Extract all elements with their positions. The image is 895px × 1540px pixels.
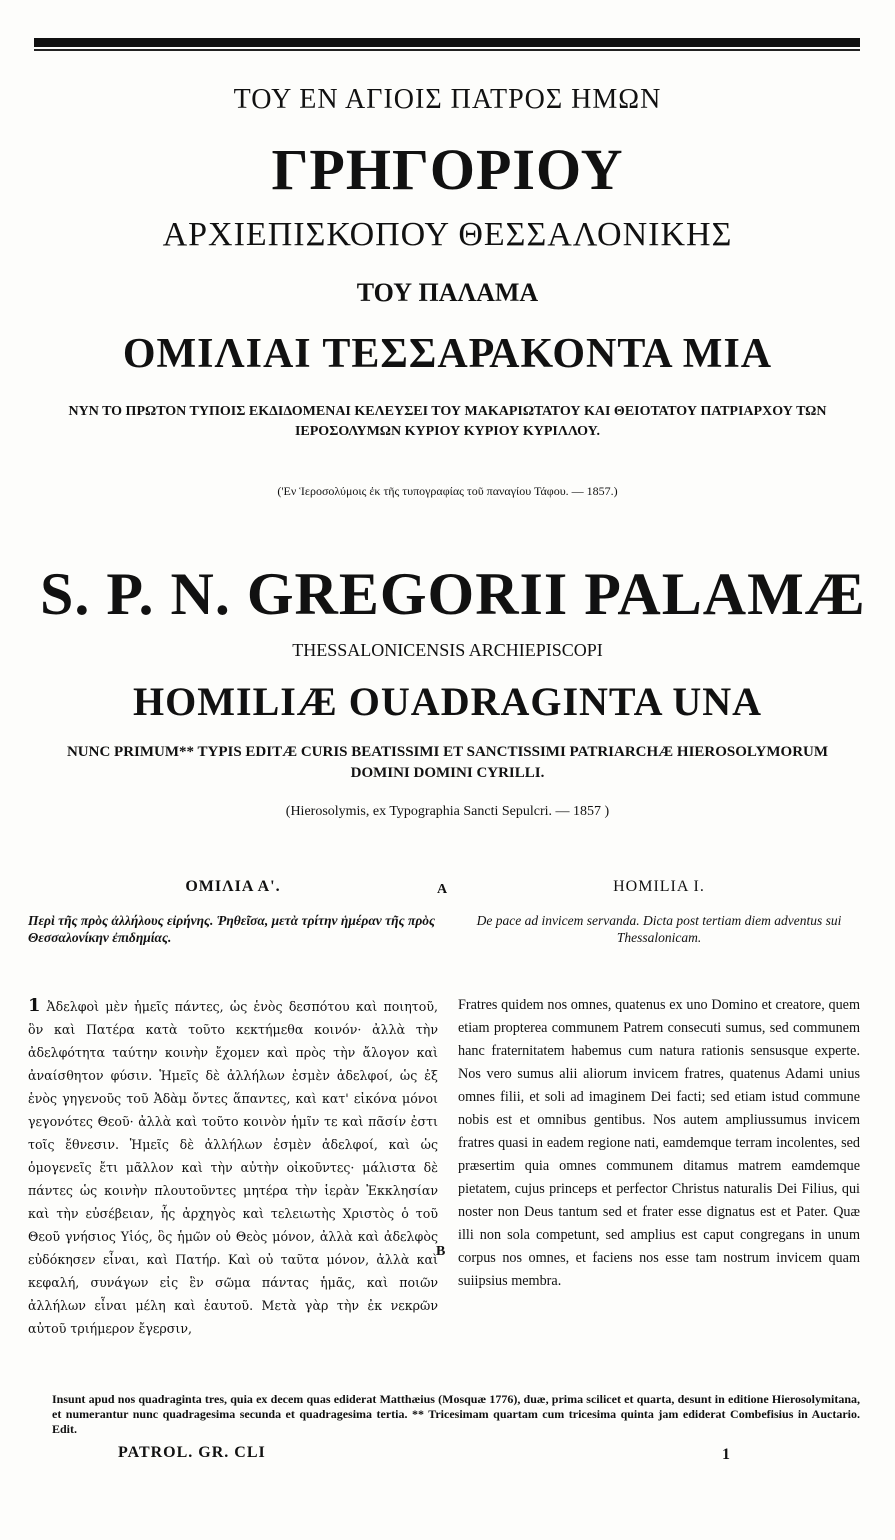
greek-title-work: ΟΜΙΛΙΑΙ ΤΕΣΣΑΡΑΚΟΝΤΑ ΜΙΑ <box>122 331 773 377</box>
latin-title-author: S. P. N. GREGORII PALAMÆ <box>40 561 866 627</box>
greek-imprint: ('Εν Ἱεροσολύμοις ἐκ τῆς τυπογραφίας τοῦ παναγίου Τάφου. — 1857.) <box>277 484 618 498</box>
latin-imprint: (Hierosolymis, ex Typographia Sancti Sepulcri. — 1857 ) <box>285 804 610 819</box>
greek-title-publication: ΝΥΝ ΤΟ ΠΡΩΤΟΝ ΤΥΠΟΙΣ ΕΚΔΙΔΟΜΕΝΑΙ ΚΕΛΕΥΣΕΙ ΤΟΥ ΜΑΚΑΡΙΩΤΑΤΟΥ ΚΑΙ ΘΕΙΟΤΑΤΟΥ ΠΑΤΡΙΑΡΧΟΥ ΤΩΝ ΙΕΡΟΣΟΛΥΜΩΝ ΚΥΡΙΟΥ ΚΥΡΙΟΥ ΚΥΡΙΛΛΟΥ. <box>68 404 827 439</box>
greek-title-line1: ΤΟΥ ΕΝ ΑΓΙΟΙΣ ΠΑΤΡΟΣ ΗΜΩΝ <box>233 84 662 115</box>
greek-homily-body <box>28 994 438 1340</box>
footer-series: PATROL. GR. CLI <box>118 1444 266 1461</box>
page-number: 1 <box>722 1446 730 1463</box>
greek-title-author: ΓΡΗΓΟΡΙΟΥ <box>271 137 624 202</box>
greek-homily-summary: Περὶ τῆς πρὸς ἀλλήλους εἰρήνης. Ῥηθεῖσα, μετὰ τρίτην ἡμέραν τῆς πρὸς Θεσσαλονίκην ἐπιδημίας. <box>28 913 436 945</box>
top-rule <box>34 38 860 47</box>
margin-mark-b: B <box>436 1244 446 1259</box>
latin-title-work: HOMILIÆ OUADRAGINTA UNA <box>133 679 762 724</box>
greek-body-text: Ἀδελφοὶ μὲν ἡμεῖς πάντες, ὡς ἑνὸς δεσπότου καὶ ποιητοῦ, ὃν καὶ Πατέρα κατὰ τοῦτο κεκτήμεθα κοινόν· ἀλλὰ τὴν ἀδελφότητα ταύτην κοινὴν ἔχομεν καὶ πρὸς τὴν ἄλογον καὶ ἀναίσθητον φύσιν. Ἡμεῖς δὲ ἀλλήλων ἐσμὲν ἀδελφοί, ὡς ἐξ ἑνὸς γηγενοῦς τοῦ Ἀδὰμ ὄντες ἅπαντες, καὶ κατ' εἰκόνα μόνοι γεγονότες Θεοῦ· ἀλλὰ καὶ τοῦτο κοινὸν ἡμῖν τε καὶ πᾶσίν ἐστι τοῖς ἔθνεσιν. Ἡμεῖς δὲ ἀλλήλων ἐσμὲν ἀδελφοί, καὶ ὡς ὁμογενεῖς ἔτι μᾶλλον καὶ τὴν αὐτὴν οἰκοῦντες· μάλιστα δὲ πάντες ὡς κοινὴν πλουτοῦντες μητέρα τὴν ἱερὰν Ἐκκλησίαν καὶ τὴν εὐσέβειαν, ἧς ἀρχηγὸς καὶ τελειωτὴς Χριστὸς ὁ τοῦ Θεοῦ γνήσιος Υἱός, ὃς ἡμῶν οὐ Θεὸς μόνον, ἀλλὰ καὶ ἀδελφὸς εὐδόκησεν εἶναι, καὶ Πατήρ. Καὶ οὐ ταῦτα μόνον, ἀλλὰ καὶ κεφαλή, συνάγων εἰς ἓν σῶμα πάντας ἡμᾶς, καὶ ποιῶν ἀλλήλων εἶναι μέλη καὶ ἑαυτοῦ. Μετὰ γὰρ τὴν ἐκ νεκρῶν αὐτοῦ τριήμερον ἔγερσιν, <box>28 999 438 1336</box>
latin-title-line2: THESSALONICENSIS ARCHIEPISCOPI <box>292 640 603 660</box>
latin-homily-summary: De pace ad invicem servanda. Dicta post tertiam diem adventus sui Thessalonicam. <box>476 913 842 945</box>
latin-column <box>458 878 860 1293</box>
greek-homily-heading: ΟΜΙΛΙΑ Α'. <box>185 878 281 895</box>
latin-homily-body: Fratres quidem nos omnes, quatenus ex uno Domino et creatore, quem etiam propterea communem Patrem consecuti sumus, sed communem hanc fraternitatem habemus cum natura rationis sensusque experte. Nos vero sumus alii aliorum invicem fratres, quatenus Adami unius omnes filii, et soli ad imaginem Dei facti; sed etiam istud commune nobis est et omnibus gentibus. Nos autem ampliussumus invicem fratres quasi in eadem regione nati, eamdemque terram incolentes, sed præsertim quia omnes communem ditamus matrem eamdemque pietatem, cujus princeps et perfector Christus naturalis Dei Filius, qui noster non Deus tantum sed et frater esse dignatus est et Pater. Quæ illi non sola competunt, sed amplius est caput congregans in unum corpus nos omnes, et faciens nos esse tam nostrum invicem quam suiipsius membra. <box>458 997 860 1289</box>
footnote: Insunt apud nos quadraginta tres, quia ex decem quas ediderat Matthæius (Mosquæ 1776), duæ, prima scilicet et quarta, desunt in editione Hierosolymitana, et numerantur nunc quadragesima secunda et quadragesima tertia. ** Tricesimam quartam cum tricesima quinta jam ediderat Combefisius in Auctario. Edit. <box>52 1392 860 1436</box>
latin-title-publication: NUNC PRIMUM** TYPIS EDITÆ CURIS BEATISSIMI ET SANCTISSIMI PATRIARCHÆ HIEROSOLYMORUM DOMINI DOMINI CYRILLI. <box>66 744 829 781</box>
greek-title-line3: ΑΡΧΙΕΠΙΣΚΟΠΟΥ ΘΕΣΣΑΛΟΝΙΚΗΣ <box>162 216 733 253</box>
greek-title-line4: ΤΟΥ ΠΑΛΑΜΑ <box>356 278 539 307</box>
margin-mark-a: A <box>437 882 448 897</box>
latin-homily-heading: HOMILIA I. <box>613 878 705 895</box>
dropcap-number: 1 <box>28 995 41 1016</box>
greek-column <box>28 878 438 1340</box>
